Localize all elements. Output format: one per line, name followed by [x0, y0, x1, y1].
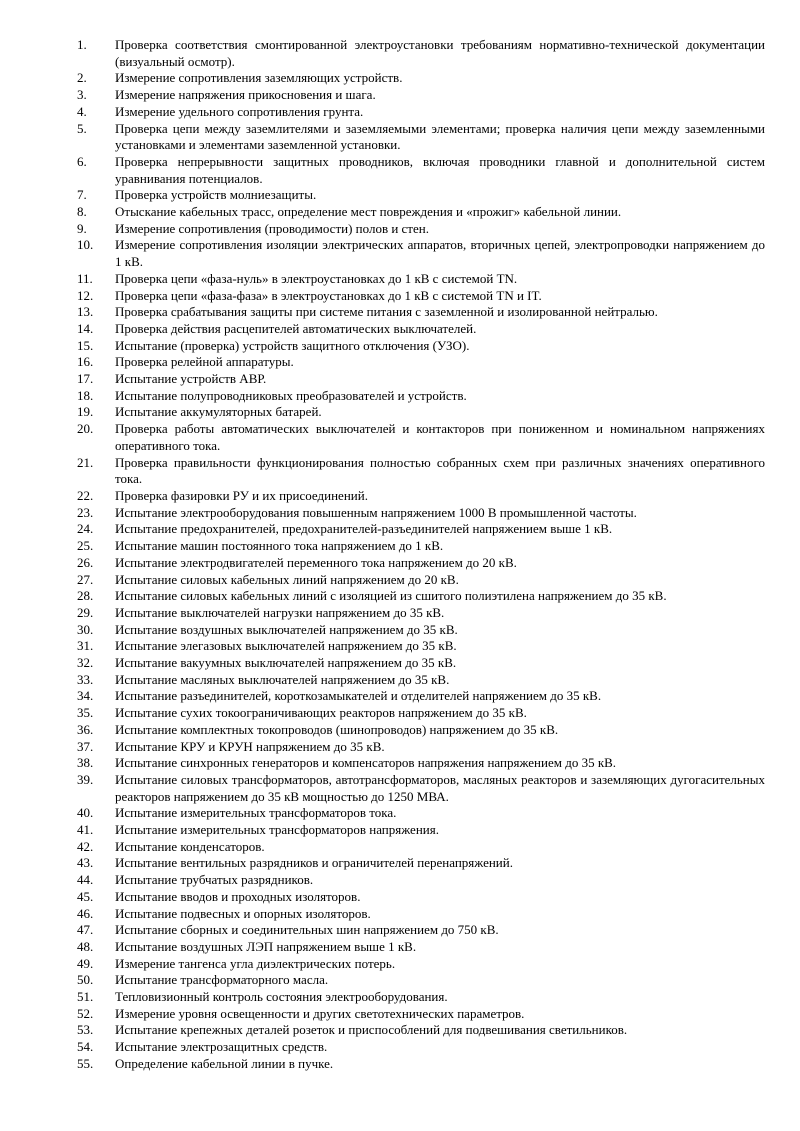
list-item-text: Испытание разъединителей, короткозамыкателей и отделителей напряжением до 35 кВ. [115, 688, 602, 704]
list-item [77, 839, 765, 856]
list-item-text: Проверка релейной аппаратуры. [115, 354, 294, 370]
list-item-text: Испытание машин постоянного тока напряжением до 1 кВ. [115, 538, 444, 554]
list-item [77, 421, 765, 454]
list-item [77, 404, 765, 421]
list-item-number: 5. [77, 120, 87, 136]
list-item [77, 187, 765, 204]
list-item-number: 33. [77, 671, 94, 687]
list-item-text: Испытание электрооборудования повышенным напряжением 1000 В промышленной частоты. [115, 504, 637, 520]
list-item [77, 288, 765, 305]
list-item-text: Испытание элегазовых выключателей напряжением до 35 кВ. [115, 638, 457, 654]
list-item-text: Проверка цепи «фаза-фаза» в электроустановках до 1 кВ с системой TN и IT. [115, 287, 542, 303]
list-item-number: 23. [77, 504, 94, 520]
list-item-number: 27. [77, 571, 94, 587]
list-item-number: 43. [77, 855, 94, 871]
list-item-number: 46. [77, 905, 94, 921]
list-item-text: Испытание устройств АВР. [115, 371, 267, 387]
list-item-number: 25. [77, 538, 94, 554]
list-item-number: 11. [77, 270, 93, 286]
list-item [77, 237, 765, 270]
list-item-number: 31. [77, 638, 94, 654]
list-item-number: 45. [77, 888, 94, 904]
list-item [77, 338, 765, 355]
list-item-text: Проверка цепи «фаза-нуль» в электроустановках до 1 кВ с системой TN. [115, 270, 518, 286]
list-item-text: Испытание вентильных разрядников и ограничителей перенапряжений. [115, 855, 513, 871]
list-item [77, 221, 765, 238]
list-item [77, 655, 765, 672]
list-item-text: Испытание силовых кабельных линий напряжением до 20 кВ. [115, 571, 459, 587]
list-item-number: 8. [77, 204, 87, 220]
list-item-number: 51. [77, 989, 94, 1005]
list-item [77, 154, 765, 187]
list-item-number: 2. [77, 70, 87, 86]
list-item-text: Испытание предохранителей, предохранителей-разъединителей напряжением выше 1 кВ. [115, 521, 613, 537]
list-item-text: Испытание аккумуляторных батарей. [115, 404, 322, 420]
list-item-number: 32. [77, 655, 94, 671]
test-services-list [77, 37, 765, 1073]
list-item-text: Проверка действия расцепителей автоматических выключателей. [115, 320, 477, 336]
list-item-text: Измерение напряжения прикосновения и шага. [115, 87, 376, 103]
list-item-number: 3. [77, 87, 87, 103]
list-item-number: 38. [77, 755, 94, 771]
list-item [77, 906, 765, 923]
list-item-text: Испытание измерительных трансформаторов тока. [115, 805, 397, 821]
list-item [77, 555, 765, 572]
list-item-number: 14. [77, 320, 94, 336]
list-item-number: 21. [77, 454, 94, 470]
list-item-number: 44. [77, 872, 94, 888]
list-item [77, 321, 765, 338]
list-item [77, 37, 765, 70]
list-item-number: 48. [77, 938, 94, 954]
list-item-text: Испытание полупроводниковых преобразователей и устройств. [115, 387, 467, 403]
list-item-text: Отыскание кабельных трасс, определение мест повреждения и «прожиг» кабельной линии. [115, 204, 622, 220]
list-item-number: 36. [77, 721, 94, 737]
list-item [77, 87, 765, 104]
list-item-text: Испытание синхронных генераторов и компенсаторов напряжения напряжением до 35 кВ. [115, 755, 617, 771]
list-item-number: 16. [77, 354, 94, 370]
list-item [77, 889, 765, 906]
list-item-text: Проверка правильности функционирования полностью собранных схем при различных значениях оперативного тока. [115, 454, 765, 487]
list-item-text: Проверка срабатывания защиты при системе питания с заземленной и изолированной нейтралью. [115, 304, 658, 320]
list-item-text: Испытание воздушных ЛЭП напряжением выше 1 кВ. [115, 938, 417, 954]
list-item [77, 572, 765, 589]
list-item [77, 989, 765, 1006]
list-item [77, 588, 765, 605]
list-item [77, 872, 765, 889]
list-item [77, 538, 765, 555]
list-item [77, 70, 765, 87]
list-item-number: 55. [77, 1055, 94, 1071]
list-item-number: 42. [77, 838, 94, 854]
list-item-text: Измерение удельного сопротивления грунта. [115, 103, 364, 119]
list-item [77, 204, 765, 221]
list-item-text: Испытание комплектных токопроводов (шинопроводов) напряжением до 35 кВ. [115, 721, 559, 737]
list-item-text: Проверка устройств молниезащиты. [115, 187, 317, 203]
list-item-text: Испытание масляных выключателей напряжением до 35 кВ. [115, 671, 450, 687]
list-item-text: Испытание электрозащитных средств. [115, 1039, 328, 1055]
list-item-number: 12. [77, 287, 94, 303]
list-item-text: Испытание вакуумных выключателей напряжением до 35 кВ. [115, 655, 457, 671]
list-item-number: 40. [77, 805, 94, 821]
list-item [77, 455, 765, 488]
list-item [77, 488, 765, 505]
list-item-number: 53. [77, 1022, 94, 1038]
list-item [77, 354, 765, 371]
list-item [77, 772, 765, 805]
list-item [77, 939, 765, 956]
list-item-number: 24. [77, 521, 94, 537]
list-item-number: 35. [77, 705, 94, 721]
list-item [77, 1006, 765, 1023]
list-item-text: Измерение уровня освещенности и других светотехнических параметров. [115, 1005, 525, 1021]
list-item [77, 121, 765, 154]
list-item-number: 4. [77, 103, 87, 119]
list-item-number: 54. [77, 1039, 94, 1055]
list-item-number: 50. [77, 972, 94, 988]
list-item [77, 855, 765, 872]
list-item-text: Испытание сухих токоограничивающих реакторов напряжением до 35 кВ. [115, 705, 527, 721]
list-item-number: 1. [77, 37, 87, 52]
list-item-text: Испытание подвесных и опорных изоляторов. [115, 905, 371, 921]
list-item [77, 1022, 765, 1039]
list-item [77, 688, 765, 705]
list-item [77, 972, 765, 989]
list-item-number: 15. [77, 337, 94, 353]
list-item-text: Проверка непрерывности защитных проводников, включая проводники главной и дополнительной систем уравнивания потенциалов. [115, 153, 765, 186]
list-item [77, 722, 765, 739]
list-item-number: 7. [77, 187, 87, 203]
list-item-number: 52. [77, 1005, 94, 1021]
list-item [77, 805, 765, 822]
list-item-number: 47. [77, 922, 94, 938]
list-item-number: 19. [77, 404, 94, 420]
list-item-number: 9. [77, 220, 87, 236]
list-item-number: 39. [77, 771, 94, 787]
list-item-text: Проверка работы автоматических выключателей и контакторов при пониженном и номинальном напряжениях оперативного тока. [115, 421, 765, 453]
list-item [77, 605, 765, 622]
list-item-text: Испытание измерительных трансформаторов напряжения. [115, 822, 439, 838]
list-item-text: Испытание (проверка) устройств защитного отключения (УЗО). [115, 337, 470, 353]
list-item-text: Проверка соответствия смонтированной электроустановки требованиям нормативно-технической документации (визуальный осмотр). [115, 37, 765, 69]
list-item-number: 26. [77, 554, 94, 570]
list-item-number: 49. [77, 955, 94, 971]
list-item-text: Испытание вводов и проходных изоляторов. [115, 888, 361, 904]
list-item-number: 22. [77, 487, 94, 503]
list-item-number: 6. [77, 153, 87, 169]
list-item-text: Тепловизионный контроль состояния электрооборудования. [115, 989, 448, 1005]
list-item-text: Испытание крепежных деталей розеток и приспособлений для подвешивания светильников. [115, 1022, 628, 1038]
list-item-text: Измерение сопротивления заземляющих устройств. [115, 70, 403, 86]
list-item-number: 28. [77, 588, 94, 604]
list-item-text: Испытание трансформаторного масла. [115, 972, 329, 988]
list-item [77, 638, 765, 655]
list-item [77, 672, 765, 689]
list-item-text: Испытание силовых кабельных линий с изоляцией из сшитого полиэтилена напряжением до 35 кВ. [115, 588, 667, 604]
list-item [77, 1039, 765, 1056]
list-item-number: 29. [77, 604, 94, 620]
list-item-number: 20. [77, 421, 94, 437]
list-item-text: Испытание силовых трансформаторов, автотрансформаторов, масляных реакторов и заземляющих дугогасительных реакторов напряжением до 35 кВ мощностью до 1250 МВА. [115, 771, 765, 804]
list-item-text: Испытание КРУ и КРУН напряжением до 35 кВ. [115, 738, 385, 754]
list-item [77, 956, 765, 973]
list-item [77, 505, 765, 522]
list-item [77, 705, 765, 722]
list-item [77, 271, 765, 288]
list-item-number: 41. [77, 822, 94, 838]
list-item-number: 13. [77, 304, 94, 320]
list-item [77, 521, 765, 538]
list-item-text: Испытание воздушных выключателей напряжением до 35 кВ. [115, 621, 458, 637]
list-item-text: Измерение тангенса угла диэлектрических потерь. [115, 955, 396, 971]
list-item-number: 18. [77, 387, 94, 403]
list-item-number: 17. [77, 371, 94, 387]
list-item-number: 34. [77, 688, 94, 704]
list-item [77, 1056, 765, 1073]
list-item-text: Испытание трубчатых разрядников. [115, 872, 314, 888]
list-item-number: 10. [77, 237, 94, 253]
list-item-number: 30. [77, 621, 94, 637]
list-item [77, 104, 765, 121]
list-item-text: Измерение сопротивления изоляции электрических аппаратов, вторичных цепей, электропроводки напряжением до 1 кВ. [115, 237, 765, 270]
list-item-text: Испытание электродвигателей переменного тока напряжением до 20 кВ. [115, 554, 517, 570]
list-item-text: Измерение сопротивления (проводимости) полов и стен. [115, 220, 429, 236]
list-item-text: Проверка фазировки РУ и их присоединений. [115, 487, 368, 503]
list-item [77, 822, 765, 839]
list-item [77, 304, 765, 321]
list-item-text: Испытание выключателей нагрузки напряжением до 35 кВ. [115, 604, 445, 620]
list-item [77, 371, 765, 388]
list-item [77, 739, 765, 756]
list-item [77, 622, 765, 639]
list-item-number: 37. [77, 738, 94, 754]
list-item-text: Испытание сборных и соединительных шин напряжением до 750 кВ. [115, 922, 499, 938]
list-item-text: Определение кабельной линии в пучке. [115, 1055, 334, 1071]
list-item-text: Проверка цепи между заземлителями и заземляемыми элементами; проверка наличия цепи между заземленными установками и элементами заземленной установки. [115, 120, 765, 153]
list-item [77, 755, 765, 772]
list-item [77, 388, 765, 405]
list-item-text: Испытание конденсаторов. [115, 838, 265, 854]
list-item [77, 922, 765, 939]
